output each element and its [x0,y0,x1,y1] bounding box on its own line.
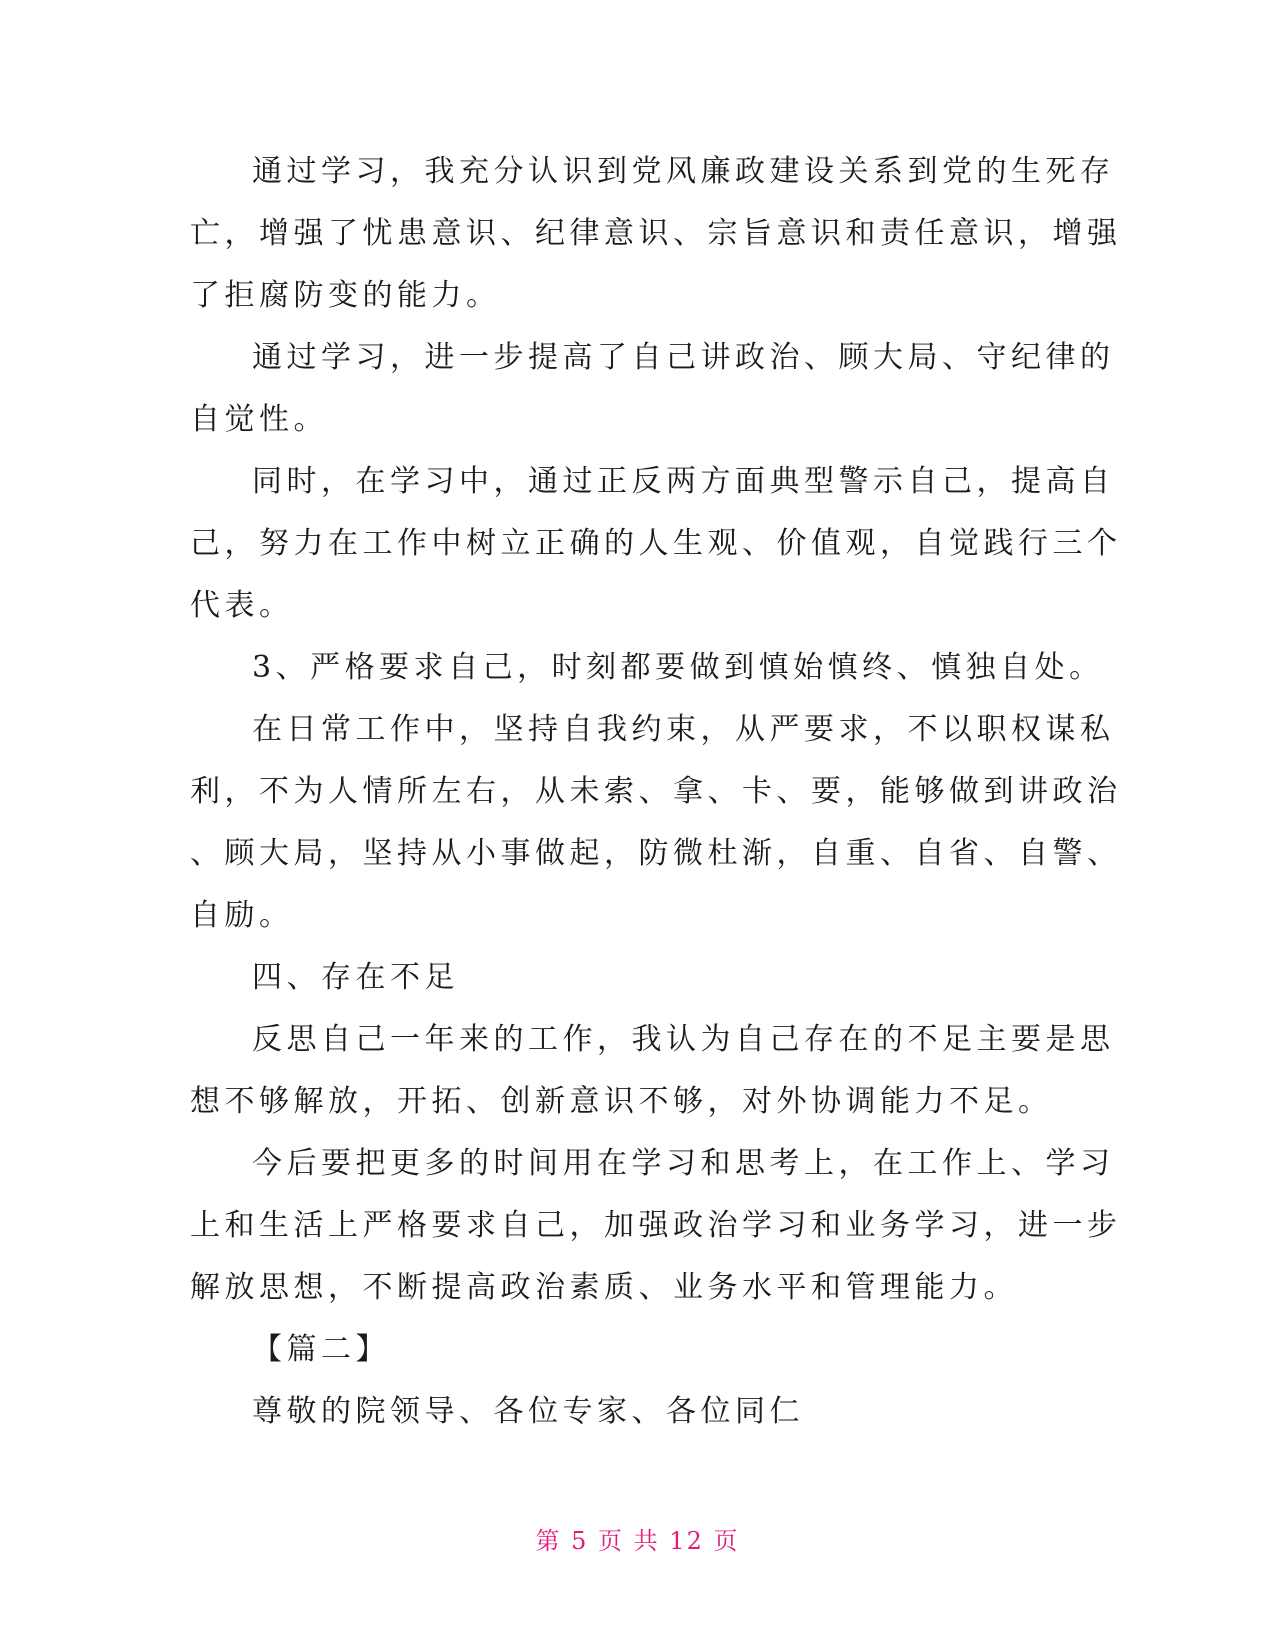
page-footer [0,1521,1275,1556]
text-line-7: 己，努力在工作中树立正确的人生观、价值观，自觉践行三个 [190,526,1122,561]
text-line-6: 同时，在学习中，通过正反两方面典型警示自己，提高自 [252,464,1115,499]
salutation-line: 尊敬的院领导、各位专家、各位同仁 [252,1394,804,1429]
text-line-4: 通过学习，进一步提高了自己讲政治、顾大局、守纪律的 [252,340,1115,375]
page-number-label: 第 5 页 共 12 页 [535,1527,740,1555]
text-line-17: 今后要把更多的时间用在学习和思考上，在工作上、学习 [252,1146,1115,1181]
text-line-11: 利，不为人情所左右，从未索、拿、卡、要，能够做到讲政治 [190,774,1122,809]
text-line-8: 代表。 [190,588,294,623]
text-line-9: 3、严格要求自己，时刻都要做到慎始慎终、慎独自处。 [252,650,1104,685]
text-line-13: 自励。 [190,898,294,933]
text-line-18: 上和生活上严格要求自己，加强政治学习和业务学习，进一步 [190,1208,1122,1243]
text-line-15: 反思自己一年来的工作，我认为自己存在的不足主要是思 [252,1022,1115,1057]
text-line-12: 、顾大局，坚持从小事做起，防微杜渐，自重、自省、自警、 [190,836,1122,871]
text-line-1: 通过学习，我充分认识到党风廉政建设关系到党的生死存 [252,154,1115,189]
text-line-19: 解放思想，不断提高政治素质、业务水平和管理能力。 [190,1270,1018,1305]
text-line-2: 亡，增强了忧患意识、纪律意识、宗旨意识和责任意识，增强 [190,216,1122,251]
section-heading: 四、存在不足 [252,960,459,995]
chapter-heading: 【篇二】 [252,1332,390,1367]
document-body [190,141,1122,1443]
text-line-3: 了拒腐防变的能力。 [190,278,501,313]
text-line-10: 在日常工作中，坚持自我约束，从严要求，不以职权谋私 [252,712,1115,747]
text-line-5: 自觉性。 [190,402,328,437]
text-line-16: 想不够解放，开拓、创新意识不够，对外协调能力不足。 [190,1084,1053,1119]
